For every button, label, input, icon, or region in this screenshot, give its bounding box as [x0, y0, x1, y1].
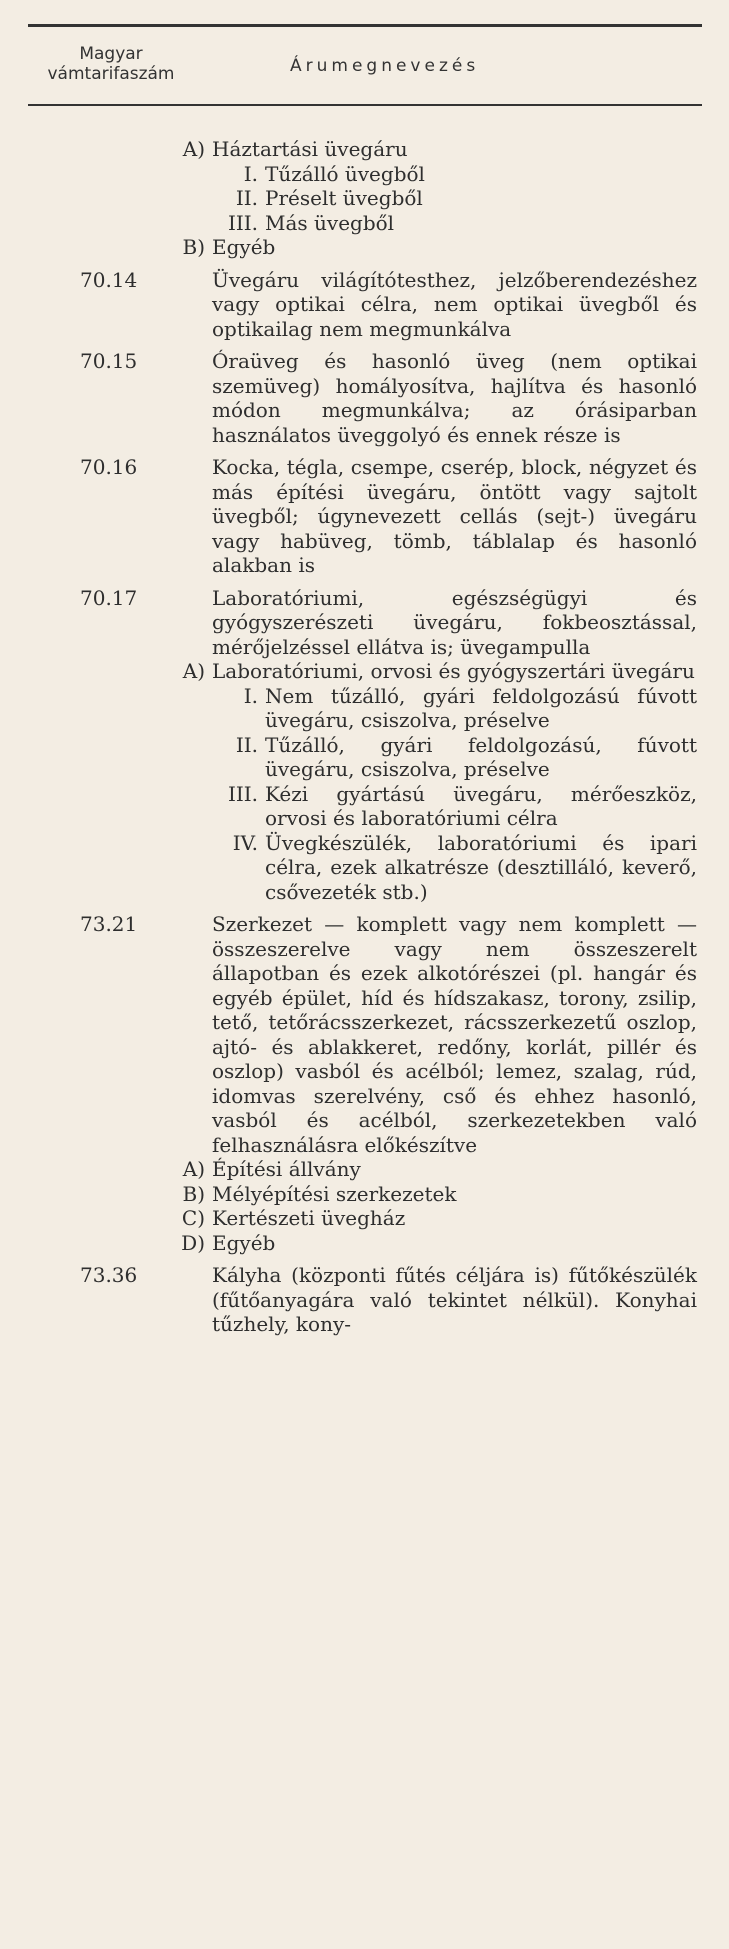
item-marker: I. [243, 161, 258, 186]
list-item [232, 830, 697, 905]
item-text: Építési állvány [212, 1157, 361, 1181]
item-marker: A) [182, 659, 205, 683]
item-marker: B) [182, 1181, 205, 1206]
item-marker: I. [243, 683, 258, 708]
list-item [182, 659, 697, 684]
list-item [235, 732, 697, 782]
item-marker: III. [227, 210, 258, 235]
item-text: Háztartási üvegáru [212, 137, 408, 161]
tariff-code: 70.17 [80, 585, 138, 610]
item-text: Tűzálló, gyári feldolgozású, fúvott üvegáru, csiszolva, préselve [265, 732, 697, 781]
list-item [182, 1181, 697, 1207]
tariff-entry [80, 585, 697, 660]
item-text: Kertészeti üvegház [212, 1206, 406, 1230]
list-item [182, 137, 697, 162]
list-item [227, 210, 697, 236]
tariff-entry [80, 267, 697, 342]
tariff-description: Kocka, tégla, csempe, cserép, block, négyzet és más építési üvegáru, öntött vagy sajtolt üvegből; úgynevezett cellás (sejt-) üvegáru vagy habüveg, tömb, táblalap és hasonló alakban is [212, 455, 697, 577]
list-item [182, 1157, 697, 1182]
column-header-description: Árumegnevezés [290, 56, 480, 76]
list-item [243, 683, 697, 733]
tariff-description: Laboratóriumi, egészségügyi és gyógyszerészeti üvegáru, fokbeosztással, mérőjelzéssel ellátva is; üvegampulla [212, 585, 697, 659]
column-header-code-line1: Magyar [79, 44, 143, 64]
item-marker: II. [235, 732, 258, 757]
list-item [227, 781, 697, 831]
tariff-description: Szerkezet — komplett vagy nem komplett — összeszerelve vagy nem összeszerelt állapotban és ezek alkotórészei (pl. hangár és egyéb épület, híd és hídszakasz, torony, zsilip, tető, tetőrácsszerkezet, rácsszerkezetű oszlop, ajtó- és ablakkeret, redőny, korlát, pillér és oszlop) vasból és acélból; lemez, szalag, rúd, idomvas szerelvény, cső és ehhez hasonló, vasból és acélból, szerkezetekben való felhasználásra előkészítve [212, 912, 697, 1157]
tariff-description: Óraüveg és hasonló üveg (nem optikai szemüveg) homályosítva, hajlítva és hasonló módon megmunkálva; az órásiparban használatos üveggolyó és ennek része is [212, 349, 697, 447]
item-text: Kézi gyártású üvegáru, mérőeszköz, orvosi és laboratóriumi célra [265, 781, 697, 830]
list-item [182, 235, 697, 260]
list-item [181, 1230, 697, 1256]
tariff-entry [80, 1263, 697, 1337]
item-marker: A) [182, 1157, 205, 1181]
tariff-code: 70.14 [80, 267, 138, 292]
list-item [181, 1206, 697, 1231]
item-text: Üvegkészülék, laboratóriumi és ipari célra, ezek alkatrésze (desztilláló, keverő, csővezeték stb.) [265, 830, 697, 904]
tariff-description: Üvegáru világítótesthez, jelzőberendezéshez vagy optikai célra, nem optikai üvegből és optikailag nem megmunkálva [212, 267, 697, 341]
column-header-code [28, 44, 194, 84]
item-text: Nem tűzálló, gyári feldolgozású fúvott üvegáru, csiszolva, préselve [265, 683, 697, 732]
tariff-list [0, 137, 729, 1337]
item-marker: B) [182, 235, 205, 259]
item-text: Egyéb [212, 235, 276, 259]
item-marker: A) [182, 137, 205, 161]
tariff-entry [80, 455, 697, 578]
tariff-code: 70.15 [80, 349, 138, 373]
tariff-description: Kályha (központi fűtés céljára is) fűtőkészülék (fűtőanyagára való tekintet nélkül). Konyhai tűzhely, kony- [212, 1263, 697, 1336]
list-item [235, 186, 697, 211]
item-text: Mélyépítési szerkezetek [212, 1181, 457, 1206]
item-text: Préselt üvegből [265, 186, 423, 210]
list-item [243, 161, 697, 187]
item-marker: C) [181, 1206, 205, 1230]
tariff-code: 73.36 [80, 1263, 138, 1287]
tariff-code: 70.16 [80, 455, 138, 479]
tariff-entry [80, 349, 697, 447]
item-text: Más üvegből [265, 210, 395, 235]
item-marker: IV. [232, 830, 258, 855]
item-text: Laboratóriumi, orvosi és gyógyszertári üvegáru [212, 659, 695, 683]
tariff-entry [80, 912, 697, 1157]
header-top-rule [28, 24, 702, 27]
item-marker: D) [181, 1230, 205, 1255]
item-marker: II. [235, 186, 258, 210]
item-marker: III. [227, 781, 258, 806]
item-text: Tűzálló üvegből [265, 161, 425, 186]
column-header-code-line2: vámtarifaszám [47, 64, 175, 84]
tariff-code: 73.21 [80, 912, 138, 936]
item-text: Egyéb [212, 1230, 276, 1255]
header-bottom-rule [28, 104, 702, 106]
